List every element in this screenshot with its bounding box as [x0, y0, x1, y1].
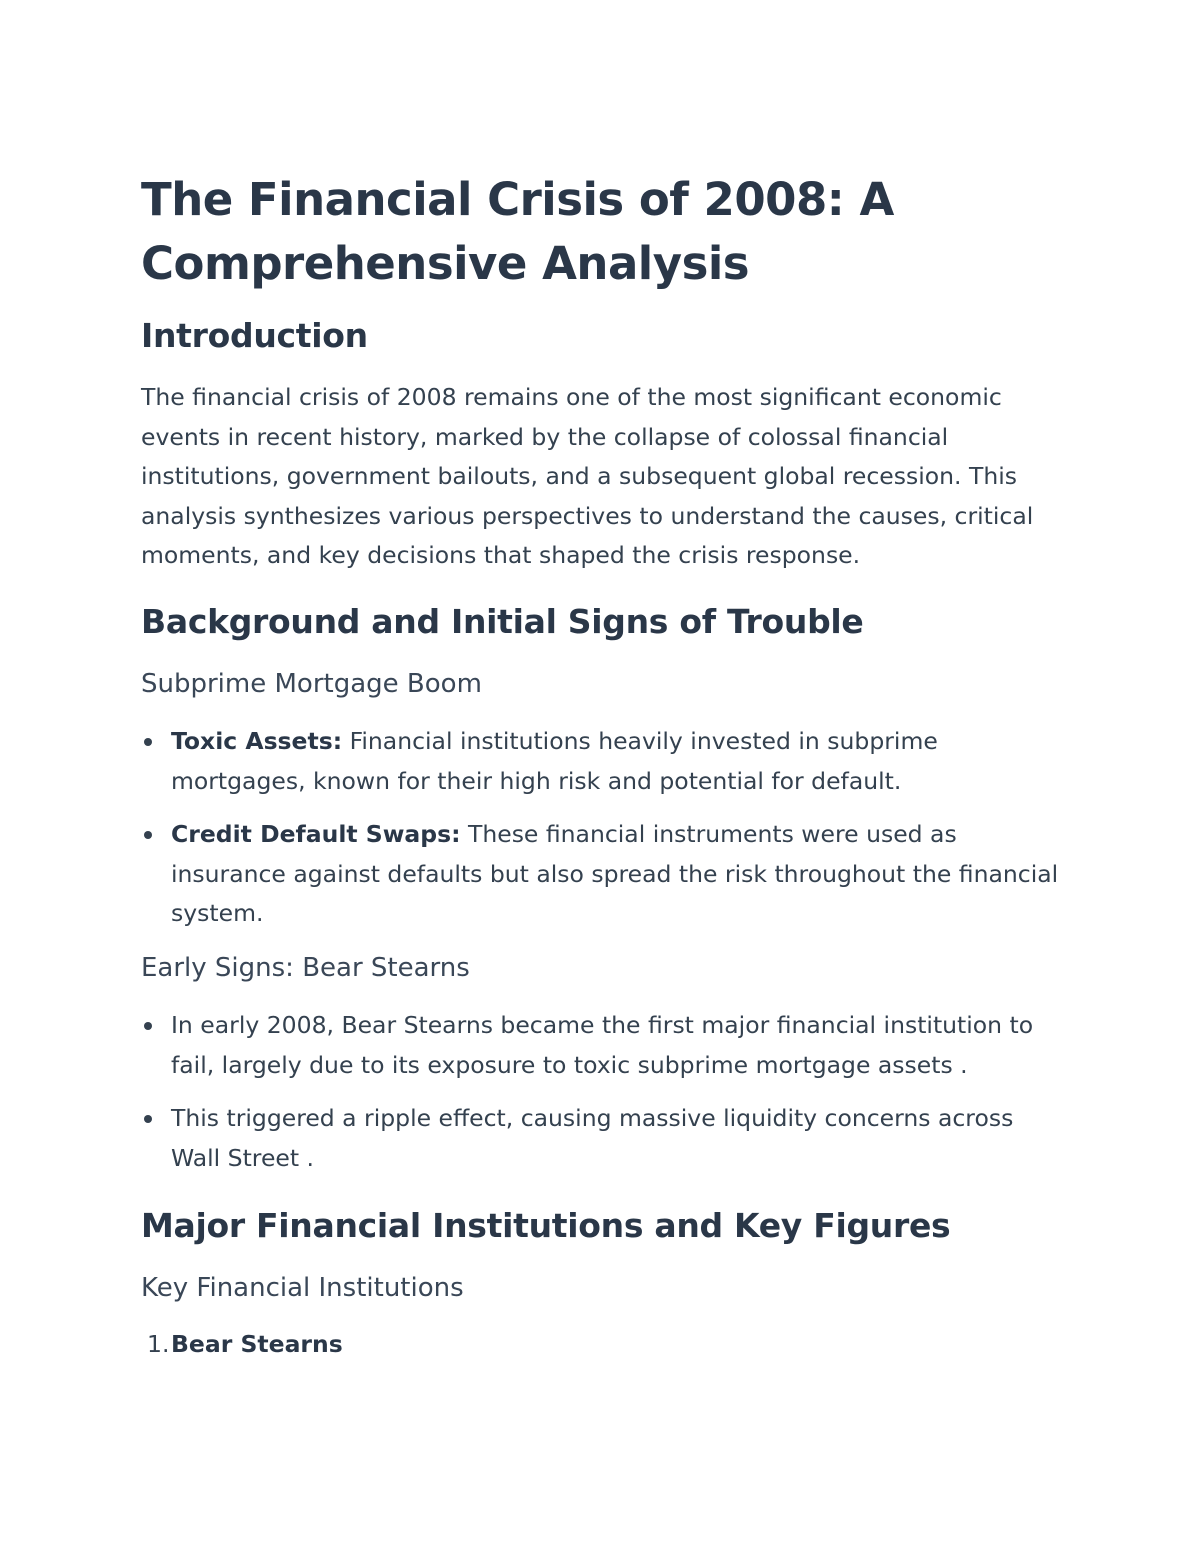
list-item-separator: : [451, 820, 461, 849]
list-item [141, 815, 1061, 934]
document-page [141, 168, 1061, 1362]
document-title: The Financial Crisis of 2008: A Comprehensive Analysis [141, 173, 894, 290]
introduction-heading: Introduction [141, 316, 368, 355]
bullet-icon [144, 1115, 152, 1123]
list-item-text: These financial instruments were used as insurance against defaults but also spread the risk throughout the financial system. [171, 820, 1059, 928]
background-heading: Background and Initial Signs of Trouble [141, 601, 864, 641]
bullet-icon [144, 738, 152, 746]
list-item-text: In early 2008, Bear Stearns became the first major financial institution to fail, largely due to its exposure to toxic subprime mortgage assets . [171, 1010, 1034, 1079]
bullet-icon [144, 1022, 152, 1030]
subprime-heading: Subprime Mortgage Boom [141, 668, 482, 699]
list-item [141, 1326, 1061, 1362]
subprime-list [141, 722, 1061, 934]
list-item [141, 1099, 1061, 1178]
list-item-separator: : [332, 726, 343, 755]
early-signs-heading: Early Signs: Bear Stearns [141, 952, 470, 983]
institutions-list [141, 1326, 1061, 1362]
list-item-label: Bear Stearns [171, 1330, 343, 1359]
list-item-term: Credit Default Swaps [171, 820, 452, 849]
list-item-term: Toxic Assets [171, 726, 333, 755]
early-signs-list [141, 1006, 1061, 1178]
introduction-paragraph: The financial crisis of 2008 remains one of the most significant economic events in recent history, marked by the collapse of colossal financial institutions, government bailouts, and a subsequent global recession. This analysis synthesizes various perspectives to understand the causes, critical moments, and key decisions that shaped the crisis response. [141, 383, 1034, 570]
list-item [141, 1006, 1061, 1085]
key-institutions-heading: Key Financial Institutions [141, 1273, 464, 1304]
list-item-number: 1. [147, 1330, 170, 1359]
list-item [141, 722, 1061, 801]
bullet-icon [144, 831, 152, 839]
major-institutions-heading: Major Financial Institutions and Key Figures [141, 1206, 951, 1246]
list-item-text: Financial institutions heavily invested in subprime mortgages, known for their high risk and potential for default. [171, 726, 938, 795]
list-item-text: This triggered a ripple effect, causing massive liquidity concerns across Wall Street . [171, 1104, 1014, 1172]
